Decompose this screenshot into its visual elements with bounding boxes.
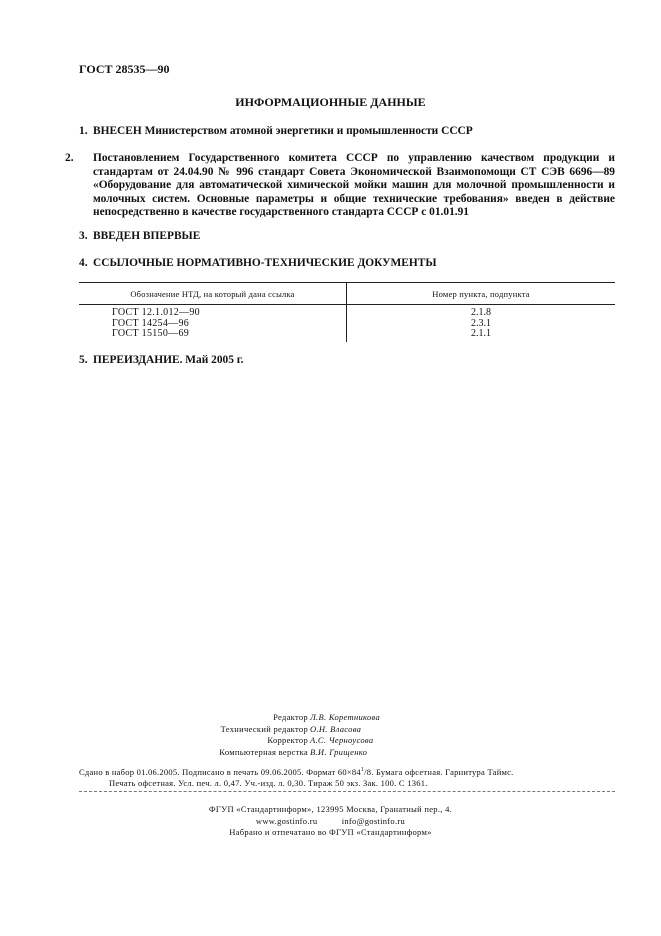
section-heading: ИНФОРМАЦИОННЫЕ ДАННЫЕ xyxy=(235,95,426,109)
credit-name: В.И. Грищенко xyxy=(310,746,368,757)
table-cell-designation: ГОСТ 12.1.012—90 xyxy=(112,307,200,318)
table-cell-clause: 2.3.1 xyxy=(471,317,491,329)
item-number: 3. xyxy=(79,230,88,242)
credit-role: Компьютерная верстка xyxy=(219,746,308,757)
credit-role: Корректор xyxy=(267,735,308,746)
table-cell-designation: ГОСТ 15150—69 xyxy=(112,328,190,339)
item-text: ПЕРЕИЗДАНИЕ. Май 2005 г. xyxy=(93,354,244,366)
info-item-3 xyxy=(79,230,615,244)
credit-role: Технический редактор xyxy=(220,723,308,734)
table-row xyxy=(79,329,615,340)
document-id: ГОСТ 28535—90 xyxy=(79,62,170,76)
publisher-web: www.gostinfo.ru info@gostinfo.ru xyxy=(255,815,406,826)
imprint-divider xyxy=(79,791,615,792)
item-number: 2. xyxy=(65,152,74,164)
table-cell-clause: 2.1.8 xyxy=(471,307,491,318)
publisher-printer: Набрано и отпечатано во ФГУП «Стандартинформ» xyxy=(229,827,432,838)
credit-line xyxy=(0,724,661,736)
info-item-2 xyxy=(65,152,615,220)
imprint-superscript: 1 xyxy=(360,767,365,773)
table-body xyxy=(79,308,615,340)
credit-name: А.С. Черноусова xyxy=(310,735,374,746)
info-item-4 xyxy=(79,257,615,271)
item-text: ССЫЛОЧНЫЕ НОРМАТИВНО-ТЕХНИЧЕСКИЕ ДОКУМЕНТЫ xyxy=(93,257,437,269)
imprint-text: Сдано в набор 01.06.2005. Подписано в печать 09.06.2005. Формат 60×84 xyxy=(79,766,361,777)
imprint-text: /8. Бумага офсетная. Гарнитура Таймс. xyxy=(364,766,514,777)
credit-line xyxy=(0,735,661,747)
item-text: Постановлением Государственного комитета СССР по управлению качеством продукции и стандартам от 24.04.90 № 996 стандарт Совета Экономической Взаимопомощи СТ СЭВ 6696—89 «Оборудование для автоматической химической мойки машин для молочной промышленности и молочных систем. Основные параметры и общие технические требования» введен в действие непосредственно в качестве государственного стандарта СССР с 01.01.91 xyxy=(93,152,615,219)
item-number: 4. xyxy=(79,257,88,269)
table-cell-clause: 2.1.1 xyxy=(471,328,491,339)
credit-role: Редактор xyxy=(273,712,308,722)
table-header-rule xyxy=(79,304,615,305)
credit-line xyxy=(0,747,661,759)
info-item-5 xyxy=(79,354,615,368)
credit-name: О.Н. Власова xyxy=(310,723,362,734)
credits-block xyxy=(0,712,661,758)
item-text: ВНЕСЕН Министерством атомной энергетики и промышленности СССР xyxy=(93,125,473,137)
table-header-clause: Номер пункта, подпункта xyxy=(432,289,530,299)
table-header-designation: Обозначение НТД, на который дана ссылка xyxy=(130,289,295,299)
imprint-line-2: Печать офсетная. Усл. печ. л. 0,47. Уч.-изд. л. 0,30. Тираж 50 экз. Зак. 100. С 1361. xyxy=(109,778,428,789)
table-row xyxy=(79,308,615,319)
publisher-block xyxy=(0,804,661,839)
credit-line xyxy=(0,712,661,724)
item-number: 5. xyxy=(79,354,88,366)
print-imprint xyxy=(79,765,615,790)
publisher-address: ФГУП «Стандартинформ», 123995 Москва, Гранатный пер., 4. xyxy=(208,804,453,814)
info-item-1 xyxy=(79,125,615,139)
table-top-rule xyxy=(79,282,615,283)
table-cell-designation: ГОСТ 14254—96 xyxy=(112,317,190,329)
item-number: 1. xyxy=(79,125,88,137)
credit-name: Л.В. Коретникова xyxy=(310,712,380,722)
item-text: ВВЕДЕН ВПЕРВЫЕ xyxy=(93,230,201,242)
imprint-line-1 xyxy=(79,765,615,778)
